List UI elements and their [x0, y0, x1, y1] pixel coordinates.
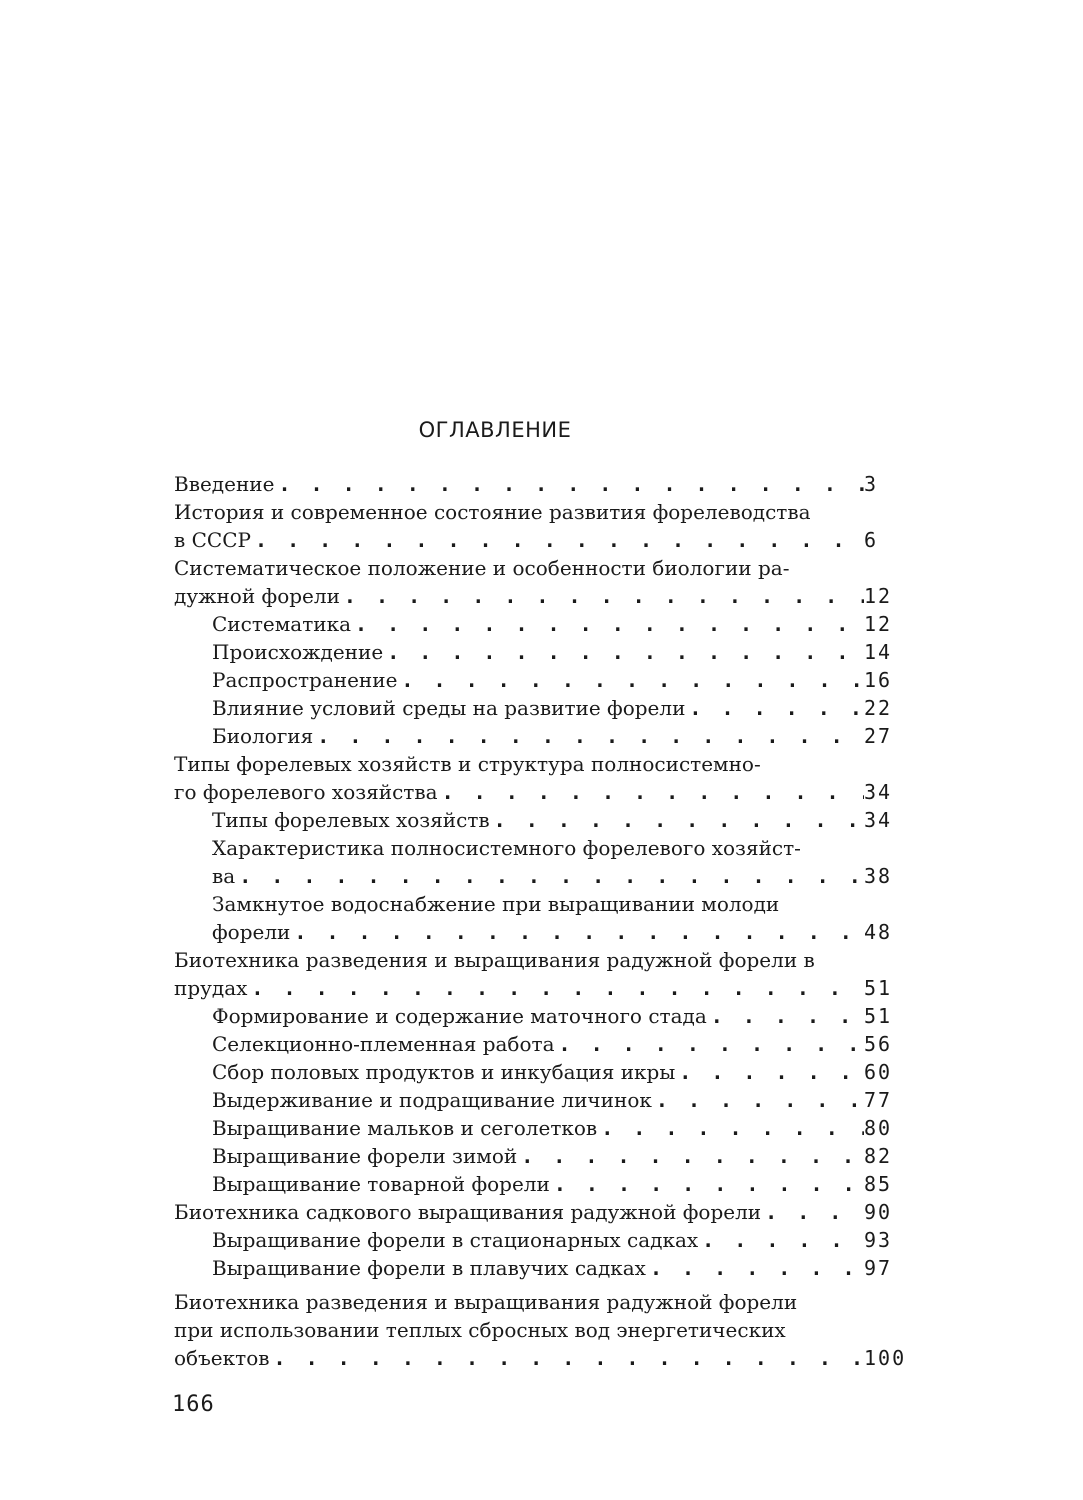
toc-subentry[interactable]: [212, 1058, 914, 1086]
toc-entry-title: Биология: [212, 724, 314, 748]
toc-page-number: 77: [864, 1088, 893, 1112]
dot-leader: [351, 610, 864, 638]
toc-entry-lastline: [212, 1030, 914, 1058]
toc-entry-line: История и современное состояние развития форелеводства: [174, 500, 811, 524]
toc-entry-lastline: [212, 610, 914, 638]
dot-leader: [761, 1198, 864, 1226]
toc-entry-lastline: [212, 1002, 914, 1030]
dot-leader: [247, 974, 864, 1002]
toc-entry-lastline: [174, 582, 914, 610]
toc-page-number: 6: [864, 528, 879, 552]
toc-page-number: 100: [864, 1346, 907, 1370]
toc-entry-lastline: [212, 1086, 914, 1114]
toc-page-number: 56: [864, 1032, 893, 1056]
toc-subentry[interactable]: [212, 1170, 914, 1198]
toc-page-number: 48: [864, 920, 893, 944]
toc-page-number: 27: [864, 724, 893, 748]
table-of-contents: [174, 470, 914, 1372]
toc-page-number: 60: [864, 1060, 893, 1084]
toc-entry-title: Селекционно-племенная работа: [212, 1032, 555, 1056]
toc-subentry[interactable]: [212, 1030, 914, 1058]
toc-subentry[interactable]: [212, 722, 914, 750]
toc-entry-title: ва: [212, 864, 236, 888]
toc-entry-title: дужной форели: [174, 584, 340, 608]
toc-entry-title: Выращивание форели в плавучих садках: [212, 1256, 646, 1280]
toc-entry-title: Сбор половых продуктов и инкубация икры: [212, 1060, 676, 1084]
toc-entry-lastline: [212, 1254, 914, 1282]
toc-entry-title: Распространение: [212, 668, 398, 692]
toc-entry-line: при использовании теплых сбросных вод энергетических: [174, 1318, 786, 1342]
dot-leader: [517, 1142, 864, 1170]
dot-leader: [270, 1344, 864, 1372]
toc-subentry[interactable]: [212, 1002, 914, 1030]
toc-page-number: 51: [864, 1004, 893, 1028]
dot-leader: [313, 722, 864, 750]
toc-entry-title: форели: [212, 920, 291, 944]
toc-subentry[interactable]: [212, 1254, 914, 1282]
toc-entry-lastline: [174, 1198, 914, 1226]
dot-leader: [340, 582, 864, 610]
toc-entry-title: объектов: [174, 1346, 270, 1370]
toc-entry-lastline: [212, 1170, 914, 1198]
toc-entry-lastline: [212, 694, 914, 722]
toc-entry-line: Биотехника разведения и выращивания радужной форели: [174, 1290, 798, 1314]
dot-leader: [397, 666, 864, 694]
dot-leader: [698, 1226, 864, 1254]
toc-entry-line: Биотехника разведения и выращивания радужной форели в: [174, 948, 815, 972]
dot-leader: [707, 1002, 864, 1030]
toc-subentry[interactable]: [212, 694, 914, 722]
toc-entry[interactable]: [174, 498, 914, 554]
toc-entry-title: Влияние условий среды на развитие форели: [212, 696, 686, 720]
toc-entry-line: Типы форелевых хозяйств и структура полносистемно-: [174, 752, 761, 776]
dot-leader: [646, 1254, 864, 1282]
toc-entry-title: прудах: [174, 976, 248, 1000]
toc-subentry[interactable]: [212, 1114, 914, 1142]
toc-page-number: 80: [864, 1116, 893, 1140]
toc-entry[interactable]: [174, 554, 914, 610]
toc-entry-lastline: [212, 666, 914, 694]
toc-subentry[interactable]: [212, 666, 914, 694]
toc-subentry[interactable]: [212, 1142, 914, 1170]
toc-entry-lastline: [212, 918, 914, 946]
toc-entry-line: Систематическое положение и особенности биологии ра-: [174, 556, 790, 580]
toc-subentry[interactable]: [212, 610, 914, 638]
dot-leader: [597, 1114, 864, 1142]
toc-entry-lastline: [212, 1114, 914, 1142]
toc-entry[interactable]: [174, 1198, 914, 1226]
toc-entry-title: Введение: [174, 472, 275, 496]
toc-entry-title: в СССР: [174, 528, 251, 552]
toc-entry-title: Выращивание товарной форели: [212, 1172, 550, 1196]
toc-entry-lastline: [212, 638, 914, 666]
toc-entry-lastline: [212, 806, 914, 834]
toc-entry-title: Типы форелевых хозяйств: [212, 808, 490, 832]
dot-leader: [555, 1030, 865, 1058]
toc-page-number: 34: [864, 780, 893, 804]
toc-subentry[interactable]: [212, 1226, 914, 1254]
toc-page-number: 38: [864, 864, 893, 888]
toc-page-number: 14: [864, 640, 893, 664]
toc-subentry[interactable]: [212, 1086, 914, 1114]
dot-leader: [383, 638, 864, 666]
dot-leader: [290, 918, 864, 946]
toc-entry[interactable]: [174, 470, 914, 498]
toc-page-number: 16: [864, 668, 893, 692]
toc-page-number: 85: [864, 1172, 893, 1196]
toc-entry-title: Выращивание форели в стационарных садках: [212, 1228, 699, 1252]
toc-entry-title: Систематика: [212, 612, 352, 636]
toc-entry-lastline: [212, 722, 914, 750]
toc-page-number: 3: [864, 472, 879, 496]
dot-leader: [235, 862, 864, 890]
toc-entry-line: Замкнутое водоснабжение при выращивании молоди: [212, 892, 780, 916]
toc-entry-lastline: [212, 1142, 914, 1170]
toc-entry-lastline: [212, 1058, 914, 1086]
toc-page-number: 97: [864, 1256, 893, 1280]
toc-entry-lastline: [212, 1226, 914, 1254]
toc-page-number: 90: [864, 1200, 893, 1224]
toc-entry-line: Характеристика полносистемного форелевого хозяйст-: [212, 836, 801, 860]
toc-entry-title: го форелевого хозяйства: [174, 780, 438, 804]
dot-leader: [251, 526, 864, 554]
toc-entry-title: Биотехника садкового выращивания радужной форели: [174, 1200, 762, 1224]
toc-entry-title: Выращивание форели зимой: [212, 1144, 518, 1168]
toc-entry[interactable]: [174, 750, 914, 806]
dot-leader: [685, 694, 864, 722]
dot-leader: [550, 1170, 864, 1198]
toc-entry-title: Выращивание мальков и сеголетков: [212, 1116, 598, 1140]
toc-entry-lastline: [174, 974, 914, 1002]
toc-entry[interactable]: [174, 946, 914, 1002]
toc-entry-lastline: [174, 526, 914, 554]
toc-subentry[interactable]: [212, 890, 914, 946]
toc-entry-title: Выдерживание и подращивание личинок: [212, 1088, 652, 1112]
toc-subentry[interactable]: [212, 638, 914, 666]
toc-subentry[interactable]: [212, 806, 914, 834]
toc-page-number: 93: [864, 1228, 893, 1252]
toc-page-number: 51: [864, 976, 893, 1000]
toc-entry-lastline: [174, 778, 914, 806]
dot-leader: [274, 470, 864, 498]
dot-leader: [438, 778, 864, 806]
toc-entry-lastline: [174, 470, 914, 498]
toc-page-number: 12: [864, 612, 893, 636]
toc-subentry[interactable]: [212, 834, 914, 890]
dot-leader: [652, 1086, 864, 1114]
dot-leader: [675, 1058, 864, 1086]
toc-entry[interactable]: [174, 1288, 914, 1372]
dot-leader: [490, 806, 864, 834]
toc-page-number: 82: [864, 1144, 893, 1168]
toc-title: ОГЛАВЛЕНИЕ: [418, 418, 572, 442]
toc-page-number: 22: [864, 696, 893, 720]
toc-entry-lastline: [212, 862, 914, 890]
toc-page-number: 12: [864, 584, 893, 608]
page-number: 166: [172, 1392, 215, 1417]
toc-entry-lastline: [174, 1344, 914, 1372]
toc-entry-title: Происхождение: [212, 640, 384, 664]
toc-entry-title: Формирование и содержание маточного стада: [212, 1004, 707, 1028]
toc-page-number: 34: [864, 808, 893, 832]
